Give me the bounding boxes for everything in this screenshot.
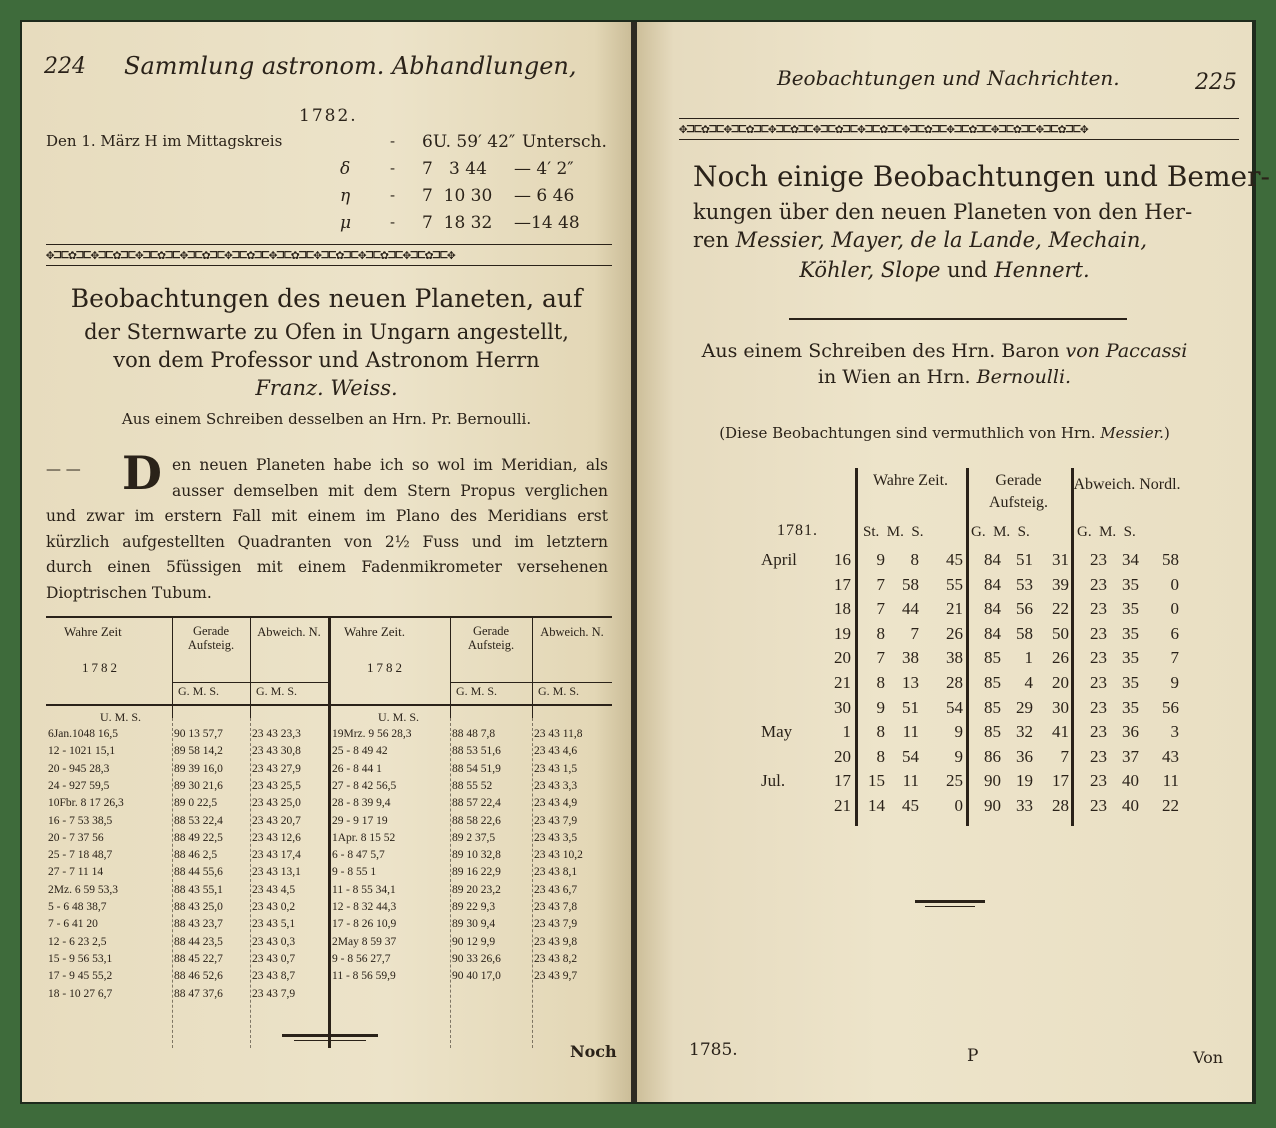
table-cell-dec: 7 [1170,648,1179,668]
table-cell-dec: 0 [1170,599,1179,619]
table-cell-ra: 30 [1052,697,1069,717]
table-cell-ra: 88 58 22,6 [452,814,501,827]
table-cell-dec: 23 43 20,7 [252,814,301,827]
table-cell-dec: 35 [1122,697,1139,717]
table-cell-ra: 41 [1052,722,1069,742]
table-cell-ra: 84 [984,550,1001,569]
table-cell-ra: 89 0 22,5 [174,797,218,810]
table-cell-ra: 88 57 22,4 [452,797,501,810]
lt-h-year: 1782 [82,660,120,675]
table-cell-time: 26 - 8 44 1 [332,762,382,775]
table-cell-ra: 85 [984,648,1001,668]
lt-ums-1: U. M. S. [100,710,142,724]
table-cell-dec: 23 43 8,2 [534,952,578,965]
table-cell-dec: 23 [1090,771,1107,791]
table-cell-dec: 23 [1090,746,1107,766]
table-cell-time: 54 [902,746,919,766]
table-cell-dec: 35 [1122,574,1139,594]
paragraph-line: ausser demselben mit dem Stern Propus verglichen [172,481,608,500]
table-cell-dec: 35 [1122,599,1139,619]
table-cell-ra: 33 [1016,796,1033,815]
table-cell-dec: 23 43 27,9 [252,762,301,775]
table-cell-ra: 31 [1052,550,1069,569]
left-title-line1: Beobachtungen des neuen Planeten, auf [70,284,583,313]
table-cell-dec: 23 43 13,1 [252,866,301,879]
left-page [22,22,631,1102]
left-title-line2: der Sternwarte zu Ofen in Ungarn angestellt, [84,320,569,344]
top-row-star: η [340,186,351,206]
table-cell-dec: 23 43 7,9 [252,987,296,1000]
lt-h-abw2: Abweich. N. [540,625,604,639]
table-cell-time: 6 - 8 47 5,7 [332,849,385,862]
table-cell-dec: 35 [1122,648,1139,668]
right-title-line2: kungen über den neuen Planeten von den Her- [693,200,1193,224]
table-cell-dec: 23 43 8,1 [534,866,578,879]
top-row-value: 7 10 30 [422,186,493,206]
table-cell-ra: 56 [1016,599,1033,619]
table-cell-time: 7 - 6 41 20 [48,918,98,931]
table-cell-day: 18 [834,599,851,619]
top-row-diff: — 4′ 2″ [514,159,574,179]
table-cell-ra: 88 43 23,7 [174,918,223,931]
table-cell-ra: 29 [1016,697,1033,717]
table-cell-time: 1Apr. 8 15 52 [332,831,396,844]
table-cell-dec: 23 43 25,5 [252,779,301,792]
table-cell-dec: 23 43 4,6 [534,745,578,758]
table-cell-dec: 23 43 7,8 [534,901,578,913]
drop-cap: D [122,446,162,500]
table-cell-dec: 3 [1170,722,1179,742]
table-cell-time: 24 - 927 59,5 [48,779,110,792]
table-cell-dec: 23 43 0,7 [252,952,296,965]
paragraph-line: und zwar im erstern Fall mit einem im Plano des Meridians erst [46,507,608,525]
table-cell-ra: 88 54 51,9 [452,762,501,775]
table-cell-ra: 7 [1060,746,1069,766]
table-cell-time: 25 [946,771,963,791]
table-cell-time: 7 [876,599,885,619]
table-cell-ra: 89 30 21,6 [174,779,223,792]
table-cell-dec: 40 [1122,771,1139,791]
table-cell-ra: 89 20 23,2 [452,883,501,896]
table-cell-time: 0 [954,796,963,815]
table-cell-day: 20 [834,648,851,668]
top-row-star: μ [340,213,352,233]
table-cell-ra: 50 [1052,623,1069,643]
table-cell-day: 19 [834,623,851,643]
table-cell-ra: 26 [1052,648,1069,668]
table-cell-ra: 89 58 14,2 [174,745,223,758]
table-cell-ra: 88 47 37,6 [174,987,223,1000]
rt-h-sub2: G. M. S. [971,524,1030,540]
table-cell-ra: 85 [984,697,1001,717]
table-cell-ra: 88 44 55,6 [174,866,223,879]
table-cell-dec: 37 [1122,746,1139,766]
table-cell-time: 9 [876,550,885,569]
table-cell-ra: 90 33 26,6 [452,952,501,965]
table-cell-dec: 23 43 9,7 [534,970,578,983]
table-cell-ra: 90 13 57,7 [174,728,223,740]
paragraph-line: kürzlich aufgestellten Quadranten von 2½ Fuss und im letztern [46,532,608,551]
table-cell-dec: 23 [1090,697,1107,717]
table-cell-dec: 23 43 5,1 [252,918,296,931]
table-cell-ra: 90 12 9,9 [452,935,496,948]
table-cell-dec: 11 [1162,771,1179,791]
lt-h-abw: Abweich. N. [257,625,321,639]
right-page-number: 225 [1195,70,1237,95]
table-cell-time: 38 [946,648,963,668]
table-cell-time: 25 - 8 49 42 [332,745,388,758]
right-subtitle-line2: in Wien an Hrn. Bernoulli. [817,366,1072,388]
rt-h-gerade: Gerade Aufsteig. [988,472,1049,511]
table-cell-dec: 23 43 11,8 [534,728,583,740]
table-cell-time: 10Fbr. 8 17 26,3 [48,797,124,810]
table-cell-dec: 23 43 3,3 [534,779,578,792]
top-row-diff: Untersch. [522,132,607,152]
table-cell-dec: 0 [1170,574,1179,594]
table-cell-ra: 88 53 22,4 [174,814,223,827]
top-row-star: δ [340,159,351,179]
table-cell-time: 21 [946,599,963,619]
table-cell-dec: 35 [1122,623,1139,643]
table-cell-dec: 23 [1090,673,1107,692]
table-cell-time: 20 - 945 28,3 [48,762,110,775]
table-cell-dec: 23 [1090,599,1107,619]
table-cell-dec: 35 [1122,673,1139,692]
table-cell-time: 20 - 7 37 56 [48,831,104,844]
table-cell-ra: 28 [1052,796,1069,815]
table-cell-ra: 88 55 52 [452,779,493,792]
left-subtitle: Aus einem Schreiben desselben an Hrn. Pr. Bernoulli. [121,410,532,428]
table-cell-time: 11 - 8 55 34,1 [332,883,396,896]
lt-gms-4: G. M. S. [538,684,580,698]
table-cell-ra: 89 30 9,4 [452,918,496,931]
table-cell-ra: 89 2 37,5 [452,831,496,844]
table-cell-time: 11 - 8 56 59,9 [332,970,396,983]
table-cell-dec: 23 43 6,7 [534,883,578,896]
table-cell-dec: 23 43 7,9 [534,814,578,827]
left-catchword: Noch [570,1042,617,1061]
top-row-diff: — 6 46 [514,186,575,206]
table-cell-dec: 43 [1162,746,1179,766]
table-cell-ra: 88 48 7,8 [452,728,496,740]
table-cell-time: 13 [902,673,919,692]
table-cell-time: 5 - 6 48 38,7 [48,901,107,913]
top-row-value: 7 3 44 [422,159,487,179]
top-year: 1782. [299,106,358,126]
table-cell-time: 8 [876,673,885,692]
table-cell-ra: 39 [1052,574,1069,594]
lt-h-year2: 1782 [367,660,405,675]
lt-gms-1: G. M. S. [178,684,220,698]
table-cell-ra: 90 [984,771,1001,791]
right-running-head: Beobachtungen und Nachrichten. [777,66,1120,90]
lt-h-wahre: Wahre Zeit [64,624,122,639]
top-row-value: 6U. 59′ 42″ [422,132,516,152]
paragraph-line: Dioptrischen Tubum. [46,583,212,602]
top-row-dash: - [390,159,396,177]
table-cell-ra: 88 53 51,6 [452,745,501,758]
table-cell-time: 8 [876,722,885,742]
table-cell-day: 17 [834,771,851,791]
table-cell-dec: 6 [1170,623,1179,643]
table-cell-ra: 88 46 52,6 [174,970,223,983]
table-cell-time: 11 [902,771,919,791]
table-cell-ra: 88 49 22,5 [174,831,223,844]
top-row-dash: - [390,132,396,150]
lt-h-gerade2: Gerade Aufsteig. [467,624,515,652]
table-cell-ra: 53 [1016,574,1033,594]
table-cell-time: 6Jan.1048 16,5 [48,728,118,740]
table-cell-dec: 23 [1090,648,1107,668]
table-cell-dec: 23 43 30,8 [252,745,301,758]
table-cell-dec: 23 [1090,722,1107,742]
rt-h-sub3: G. M. S. [1077,524,1136,540]
left-running-head: Sammlung astronom. Abhandlungen, [124,52,577,80]
rt-h-sub1: St. M. S. [863,524,924,540]
paragraph-line: en neuen Planeten habe ich so wol im Meridian, als [172,456,608,474]
left-page-number: 224 [44,54,86,79]
table-cell-day: 1 [842,722,851,742]
table-cell-time: 7 [876,648,885,668]
left-title-author: Franz. Weiss. [255,376,398,400]
rt-h-abw: Abweich. Nordl. [1073,476,1181,493]
table-cell-time: 8 [876,746,885,766]
table-cell-dec: 23 43 4,9 [534,797,578,810]
rt-h-wahre: Wahre Zeit. [872,472,949,489]
table-cell-time: 28 [946,673,963,692]
table-cell-dec: 23 [1090,574,1107,594]
table-cell-ra: 89 10 32,8 [452,849,501,862]
table-cell-ra: 4 [1024,673,1033,692]
table-cell-time: 12 - 1021 15,1 [48,745,116,758]
table-cell-ra: 58 [1016,623,1033,643]
table-cell-dec: 23 43 1,5 [534,762,578,775]
table-cell-dec: 23 43 9,8 [534,935,578,948]
table-cell-ra: 85 [984,722,1001,742]
table-cell-ra: 1 [1024,648,1033,668]
table-cell-time: 27 - 7 11 14 [48,866,104,879]
table-cell-dec: 23 43 0,2 [252,901,296,913]
table-cell-ra: 84 [984,623,1001,643]
table-cell-time: 45 [946,550,963,569]
table-cell-ra: 88 44 23,5 [174,935,223,948]
footer-year: 1785. [689,1040,738,1060]
lt-gms-3: G. M. S. [456,684,498,698]
table-cell-day: 17 [834,574,851,594]
table-cell-time: 12 - 8 32 44,3 [332,901,397,913]
table-cell-dec: 23 43 8,7 [252,970,296,983]
table-cell-dec: 40 [1122,796,1139,815]
table-cell-time: 26 [946,623,963,643]
table-cell-dec: 9 [1170,673,1179,692]
table-cell-time: 51 [902,697,919,717]
table-cell-ra: 19 [1016,771,1033,791]
top-row-diff: —14 48 [514,213,580,233]
table-cell-time: 54 [946,697,963,717]
table-cell-dec: 23 43 3,5 [534,831,578,844]
rt-h-year: 1781. [777,522,818,539]
lt-h-wahre2: Wahre Zeit. [344,624,406,639]
book-spread [20,20,1270,1104]
right-catchword: Von [1193,1048,1224,1067]
table-cell-time: 9 [954,722,963,742]
table-cell-ra: 84 [984,599,1001,619]
table-cell-dec: 23 43 10,2 [534,849,583,862]
table-cell-time: 9 - 8 56 27,7 [332,952,391,965]
table-cell-dec: 34 [1122,550,1139,569]
table-cell-dec: 23 43 4,5 [252,883,296,896]
table-cell-dec: 23 [1090,550,1107,569]
table-cell-time: 12 - 6 23 2,5 [48,935,107,948]
top-row-label: Den 1. März H im Mittagskreis [46,132,283,150]
table-cell-time: 45 [902,796,919,815]
right-note: (Diese Beobachtungen sind vermuthlich von Hrn. Messier.) [719,424,1170,442]
table-cell-ra: 90 [984,796,1001,815]
table-cell-time: 15 - 9 56 53,1 [48,952,113,965]
table-cell-time: 27 - 8 42 56,5 [332,779,397,792]
top-row-dash: - [390,213,396,231]
right-title-line4: Köhler, Slope und Hennert. [799,258,1090,282]
table-cell-ra: 89 16 22,9 [452,866,501,879]
table-cell-day: 16 [834,550,851,569]
table-cell-dec: 58 [1162,550,1179,569]
table-cell-ra: 88 45 22,7 [174,952,223,965]
lt-ums-2: U. M. S. [378,710,420,724]
table-cell-time: 11 [902,722,919,742]
para-dash: — — [46,460,81,478]
table-cell-dec: 23 43 23,3 [252,728,301,740]
table-cell-ra: 84 [984,574,1001,594]
table-cell-ra: 85 [984,673,1001,692]
table-cell-time: 9 [954,746,963,766]
table-cell-time: 9 [876,697,885,717]
table-cell-dec: 23 [1090,796,1107,815]
table-cell-time: 38 [902,648,919,668]
table-cell-time: 17 - 8 26 10,9 [332,918,397,931]
table-cell-day: 30 [834,697,851,717]
table-cell-time: 8 [876,623,885,643]
signature-mark: P [967,1046,979,1066]
table-cell-day: 21 [834,796,851,815]
left-ornament-rule: ✥⊐⊏✿⊐⊏✥⊐⊏✿⊐⊏✥⊐⊏✿⊐⊏✥⊐⊏✿⊐⊏✥⊐⊏✿⊐⊏✥⊐⊏✿⊐⊏✥⊐⊏✿⊐⊏✥⊐⊏✿⊐⊏✥⊐⊏✿⊐⊏✥ [46,244,612,266]
table-cell-dec: 23 43 7,9 [534,918,578,931]
table-cell-time: 29 - 9 17 19 [332,814,388,827]
table-cell-time: 19Mrz. 9 56 28,3 [332,728,412,740]
table-cell-dec: 23 43 17,4 [252,849,301,862]
table-cell-ra: 88 46 2,5 [174,849,218,862]
right-page [637,22,1270,1102]
table-cell-time: 17 - 9 45 55,2 [48,970,113,983]
top-row-value: 7 18 32 [422,213,493,233]
table-cell-time: 44 [902,599,919,619]
table-cell-dec: 23 43 25,0 [252,797,301,810]
table-cell-time: 8 [910,550,919,569]
table-cell-time: 14 [868,796,885,815]
table-cell-month: April [761,550,797,569]
table-cell-ra: 32 [1016,722,1033,742]
table-cell-ra: 89 39 16,0 [174,762,223,775]
table-cell-time: 16 - 7 53 38,5 [48,814,113,827]
right-subtitle-line1: Aus einem Schreiben des Hrn. Baron von Paccassi [701,340,1188,362]
table-cell-ra: 90 40 17,0 [452,970,501,983]
table-cell-ra: 17 [1052,771,1069,791]
table-cell-dec: 23 43 12,6 [252,831,301,844]
lt-h-gerade: Gerade Aufsteig. [187,624,235,652]
table-cell-time: 25 - 7 18 48,7 [48,849,113,862]
table-cell-ra: 88 43 25,0 [174,901,223,913]
left-title-line3: von dem Professor und Astronom Herrn [113,348,540,372]
table-cell-dec: 22 [1162,796,1179,815]
table-cell-day: 21 [834,673,851,692]
table-cell-dec: 36 [1122,722,1139,742]
right-ornament-rule: ✥⊐⊏✿⊐⊏✥⊐⊏✿⊐⊏✥⊐⊏✿⊐⊏✥⊐⊏✿⊐⊏✥⊐⊏✿⊐⊏✥⊐⊏✿⊐⊏✥⊐⊏✿⊐⊏✥⊐⊏✿⊐⊏✥⊐⊏✿⊐⊏✥ [679,118,1239,140]
table-cell-dec: 23 [1090,623,1107,643]
table-cell-dec: 56 [1162,697,1179,717]
table-cell-ra: 88 43 55,1 [174,883,223,896]
table-cell-ra: 86 [984,746,1001,766]
table-cell-time: 18 - 10 27 6,7 [48,987,113,1000]
right-title-line3: ren Messier, Mayer, de la Lande, Mechain, [693,228,1148,252]
table-cell-month: May [761,722,793,742]
table-cell-time: 9 - 8 55 1 [332,866,377,879]
table-cell-time: 7 [910,623,919,643]
table-cell-time: 28 - 8 39 9,4 [332,797,391,810]
top-row-dash: - [390,186,396,204]
table-cell-time: 55 [946,574,963,594]
table-cell-month: Jul. [761,771,786,791]
table-cell-time: 2May 8 59 37 [332,935,397,948]
table-cell-ra: 20 [1052,673,1069,692]
table-cell-day: 20 [834,746,851,766]
table-cell-time: 58 [902,574,919,594]
table-cell-time: 2Mz. 6 59 53,3 [48,883,118,896]
table-cell-time: 15 [868,771,885,791]
table-cell-time: 7 [876,574,885,594]
table-cell-ra: 51 [1016,550,1033,569]
right-title-line1: Noch einige Beobachtungen und Bemer- [693,160,1270,193]
table-cell-dec: 23 43 0,3 [252,935,296,948]
lt-gms-2: G. M. S. [256,684,298,698]
paragraph-line: durch einen 5füssigen mit einem Fadenmikrometer versehenen [46,558,608,576]
table-cell-ra: 36 [1016,746,1033,766]
table-cell-ra: 22 [1052,599,1069,619]
table-cell-ra: 89 22 9,3 [452,901,496,913]
